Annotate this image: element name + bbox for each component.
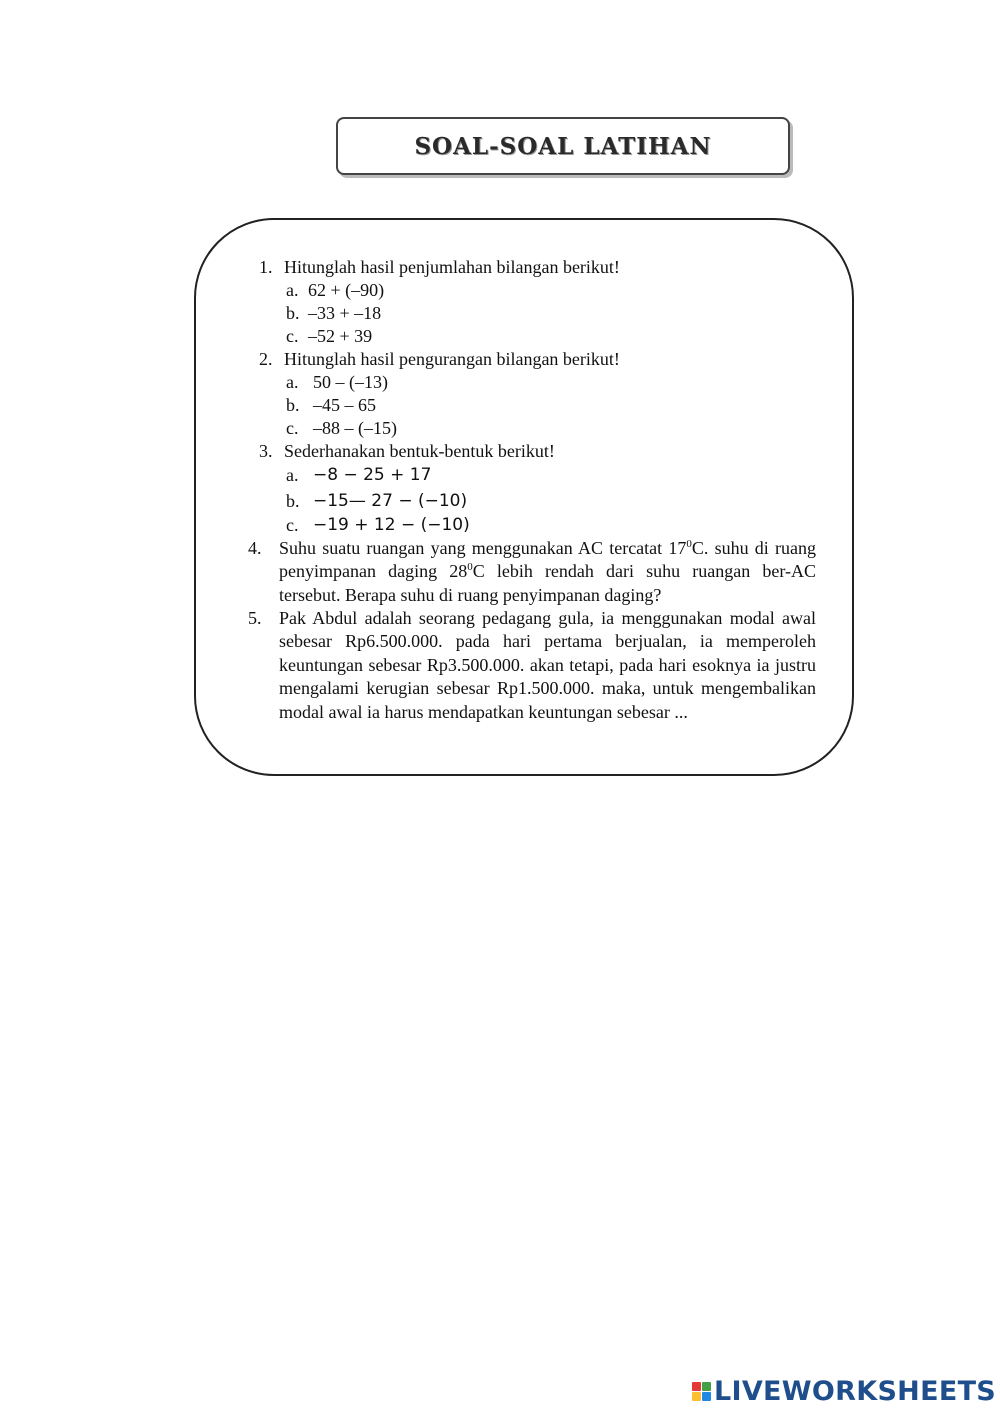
- item-expression: –88 – (–15): [313, 418, 397, 438]
- item-expression: −8 − 25 + 17: [313, 465, 432, 485]
- item-label: a.: [286, 465, 299, 485]
- item-label: b.: [286, 491, 300, 511]
- question-number: 4.: [248, 538, 262, 558]
- logo-square: [702, 1392, 711, 1401]
- logo-text: LIVEWORKSHEETS: [714, 1375, 997, 1407]
- logo-square: [702, 1382, 711, 1391]
- item-label: c.: [286, 418, 299, 438]
- item-expression: −19 + 12 − (−10): [313, 515, 470, 535]
- logo-mark-icon: [692, 1382, 711, 1401]
- question-text: Hitunglah hasil pengurangan bilangan berikut!: [284, 349, 620, 369]
- question-text: Sederhanakan bentuk-bentuk berikut!: [284, 441, 555, 461]
- question-text: Pak Abdul adalah seorang pedagang gula, ia menggunakan modal awal sebesar Rp6.500.000. pada hari pertama berjualan, ia memperoleh keuntungan sebesar Rp3.500.000. akan tetapi, pada hari esoknya ia justru mengalami kerugian sebesar Rp1.500.000. maka, untuk mengembalikan modal awal ia harus mendapatkan keuntungan sebesar ...: [279, 608, 816, 722]
- logo-square: [692, 1382, 701, 1391]
- item-expression: −15— 27 − (−10): [313, 491, 468, 511]
- question-number: 3.: [259, 441, 273, 461]
- worksheet-title: SOAL-SOAL LATIHAN: [414, 132, 712, 160]
- item-expression: 62 + (–90): [308, 280, 385, 300]
- liveworksheets-logo: [692, 1376, 996, 1406]
- item-label: a.: [286, 280, 299, 300]
- logo-square: [692, 1392, 701, 1401]
- item-label: b.: [286, 395, 300, 415]
- question-number: 2.: [259, 349, 273, 369]
- question-number: 1.: [259, 257, 273, 277]
- item-label: c.: [286, 515, 299, 535]
- item-expression: –52 + 39: [308, 326, 373, 346]
- item-label: a.: [286, 372, 299, 392]
- item-label: b.: [286, 303, 300, 323]
- item-label: c.: [286, 326, 299, 346]
- question-number: 5.: [248, 608, 262, 628]
- item-expression: 50 – (–13): [313, 372, 388, 392]
- item-expression: –45 – 65: [313, 395, 376, 415]
- item-expression: –33 + –18: [308, 303, 382, 323]
- question-text: Suhu suatu ruangan yang menggunakan AC tercatat $17^0C$. suhu di ruang penyimpanan daging $28^0C$ lebih rendah dari suhu ruangan ber-AC tersebut. Berapa suhu di ruang penyimpanan daging?: [279, 538, 816, 605]
- question-text: Hitunglah hasil penjumlahan bilangan berikut!: [284, 257, 620, 277]
- title-box: [336, 117, 790, 175]
